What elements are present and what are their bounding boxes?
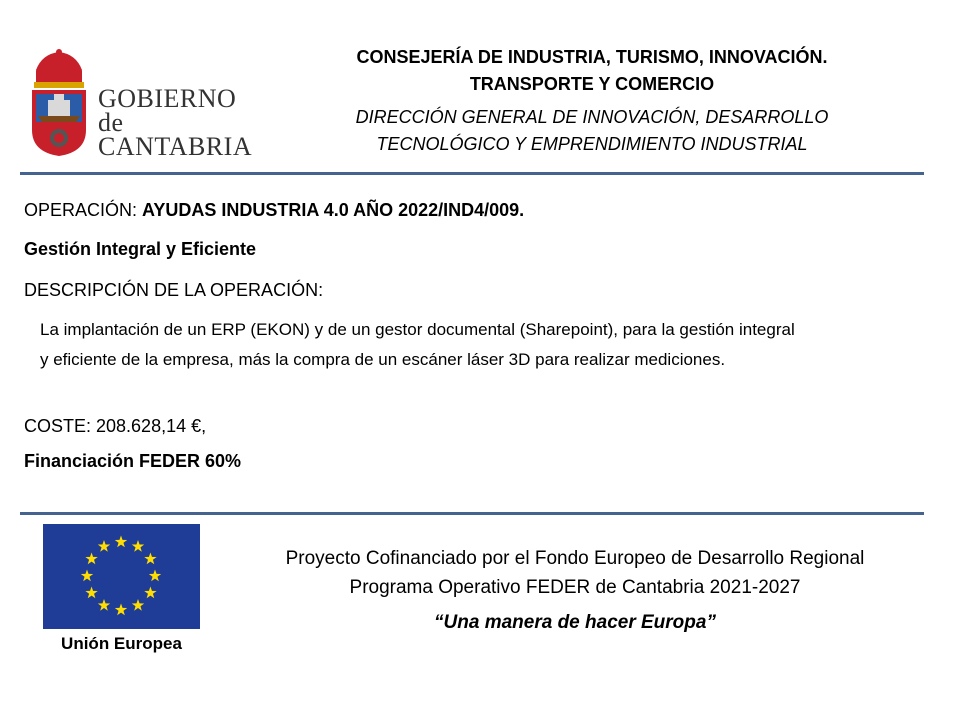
direccion-line-1: DIRECCIÓN GENERAL DE INNOVACIÓN, DESARROLLO [355,107,829,127]
header-titles [312,44,872,158]
financing-line: Financiación FEDER 60% [24,451,242,471]
operation-value: AYUDAS INDUSTRIA 4.0 AÑO 2022/IND4/009. [142,200,525,220]
eu-star-icon [149,570,161,582]
eu-star-icon [132,599,144,611]
cantabria-crest-icon [28,48,90,160]
eu-star-icon [98,540,110,552]
footer-line-2: Programa Operativo FEDER de Cantabria 2021-2027 [349,577,801,598]
eu-star-icon [98,599,110,611]
de-text: de [98,108,124,137]
eu-stars-icon [43,524,200,629]
header-divider [20,172,924,175]
cost-line: COSTE: 208.628,14 €, [24,416,207,436]
eu-flag-icon [43,524,200,629]
eu-star-icon [85,553,97,565]
consejeria-line-2: TRANSPORTE Y COMERCIO [469,74,715,94]
eu-star-icon [85,587,97,599]
footer-text [240,544,910,637]
footer-divider [20,512,924,515]
description-line-1: La implantación de un ERP (EKON) y de un gestor documental (Sharepoint), para la gestión integral [40,320,795,339]
eu-label: Unión Europea [61,634,182,653]
footer-motto: “Una manera de hacer Europa” [434,612,716,633]
description-line-2: y eficiente de la empresa, más la compra de un escáner láser 3D para realizar mediciones. [40,350,726,369]
operation-line [24,200,524,221]
direccion-line-2: TECNOLÓGICO Y EMPRENDIMIENTO INDUSTRIAL [376,134,808,154]
footer-line-1: Proyecto Cofinanciado por el Fondo Europeo de Desarrollo Regional [285,548,865,569]
eu-star-icon [132,540,144,552]
operation-subtitle: Gestión Integral y Eficiente [24,239,257,259]
eu-star-icon [81,570,93,582]
gobierno-text: GOBIERNO [98,84,237,113]
eu-star-icon [115,604,127,616]
description-label: DESCRIPCIÓN DE LA OPERACIÓN: [24,280,324,300]
eu-star-icon [115,536,127,548]
eu-star-icon [144,553,156,565]
consejeria-line-1: CONSEJERÍA DE INDUSTRIA, TURISMO, INNOVACIÓN. [356,47,828,67]
description-text [40,315,930,375]
gobierno-de-cantabria-logo [28,48,253,161]
operation-label: OPERACIÓN: [24,200,143,220]
eu-star-icon [144,587,156,599]
cantabria-text: CANTABRIA [98,132,253,161]
